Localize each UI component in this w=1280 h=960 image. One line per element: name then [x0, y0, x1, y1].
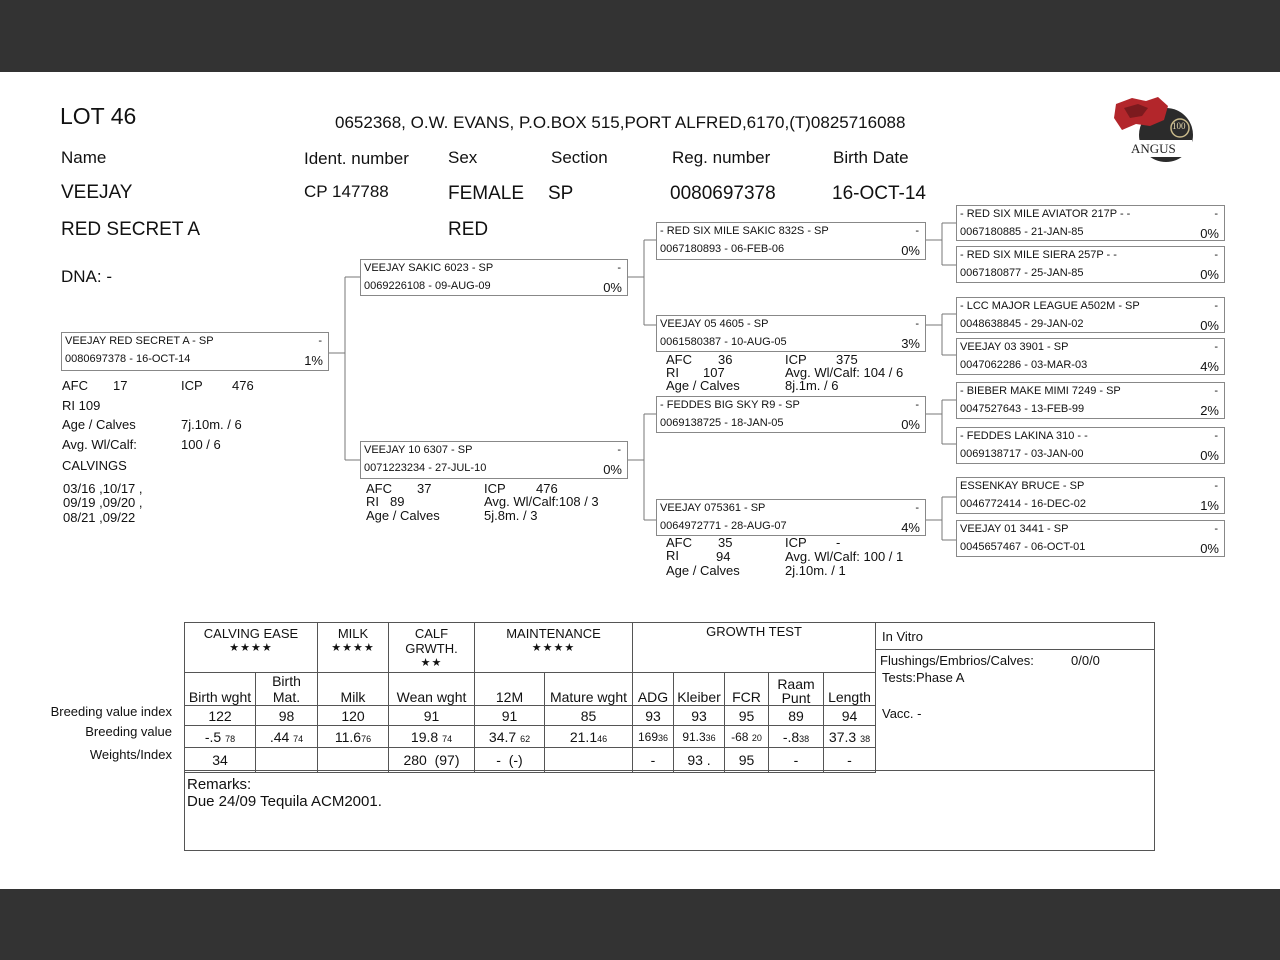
gen4-name: - BIEBER MAKE MIMI 7249 - SP [960, 385, 1121, 397]
bv-accuracy: 74 [442, 733, 453, 744]
animal-name-line1: VEEJAY [61, 182, 133, 203]
bv-value: -.8 [782, 728, 800, 745]
sire-percent: 0% [603, 280, 622, 295]
milk-stars: ★★★★ [331, 642, 375, 654]
gen4-reg: 0045657467 - 06-OCT-01 [960, 541, 1086, 553]
maintenance-stars: ★★★★ [531, 642, 576, 654]
calvings-line1: 03/16 ,10/17 , [63, 481, 143, 496]
dam-dam-age: 2j.10m. / 1 [785, 563, 846, 578]
weight-cell: 280 (97) [389, 748, 475, 773]
reg-label: Reg. number [672, 148, 771, 167]
gen4-name: - FEDDES LAKINA 310 - - [960, 430, 1088, 442]
bv-accuracy: 20 [751, 732, 762, 743]
panel-divider [876, 649, 1154, 650]
logo-text: ANGUS [1131, 141, 1176, 156]
bv-value: 34.7 [488, 728, 517, 745]
bv-cell [633, 726, 674, 748]
sire-sire-name: - RED SIX MILE SAKIC 832S - SP [660, 225, 829, 237]
bv-value: 19.8 [410, 728, 439, 745]
dam-afc-label: AFC [366, 481, 392, 496]
sire-dam-avg: Avg. Wl/Calf: 104 / 6 [785, 365, 904, 380]
dam-sire-box [656, 396, 926, 433]
bv-accuracy: 38 [799, 733, 810, 744]
bv-accuracy: 62 [520, 733, 531, 744]
subject-icp-label: ICP [181, 378, 203, 393]
gen4-dash: - [1214, 430, 1218, 442]
gen4-percent: 0% [1200, 267, 1219, 282]
gen4-reg: 0047527643 - 13-FEB-99 [960, 403, 1085, 415]
weight-cell: - [824, 748, 876, 773]
bv-cell [824, 726, 876, 748]
sire-reg: 0069226108 - 09-AUG-09 [364, 280, 491, 292]
birth-value: 16-OCT-14 [832, 183, 926, 204]
col-header: Wean wght [389, 673, 475, 706]
bv-cell [674, 726, 725, 748]
index-cell: 91 [389, 706, 475, 726]
gen4-dash: - [1214, 249, 1218, 261]
group-maintenance [475, 623, 633, 673]
subject-avg: 100 / 6 [181, 437, 221, 452]
group-milk [318, 623, 389, 673]
sire-dam-icp: 375 [836, 352, 858, 367]
dam-box [360, 441, 628, 479]
weight-cell: 95 [725, 748, 769, 773]
remarks-label: Remarks: [187, 776, 252, 793]
gen4-name: ESSENKAY BRUCE - SP [960, 480, 1085, 492]
dam-avg: Avg. Wl/Calf:108 / 3 [484, 494, 599, 509]
gen4-box [956, 246, 1225, 283]
gen4-percent: 0% [1200, 541, 1219, 556]
col-header: Length [824, 673, 876, 706]
remarks-text: Due 24/09 Tequila ACM2001. [187, 793, 382, 810]
weight-cell [318, 748, 389, 773]
sire-sire-dash: - [915, 225, 919, 237]
gen4-box [956, 382, 1225, 419]
bv-value: -68 [731, 729, 749, 744]
group-maintenance-label: MAINTENANCE [506, 626, 601, 641]
subject-afc: 17 [113, 378, 128, 393]
gen4-reg: 0069138717 - 03-JAN-00 [960, 448, 1084, 460]
sire-dam-name: VEEJAY 05 4605 - SP [660, 318, 769, 330]
group-calf-growth [389, 623, 475, 673]
weight-cell: 93 . [674, 748, 725, 773]
dam-age: 5j.8m. / 3 [484, 508, 538, 523]
animal-name-line2: RED SECRET A [61, 219, 201, 240]
dam-dam-ri: 94 [716, 549, 731, 564]
row-label-index: Breeding value index [50, 704, 172, 719]
birth-label: Birth Date [833, 148, 909, 167]
weight-cell [256, 748, 318, 773]
gen4-reg: 0047062286 - 03-MAR-03 [960, 359, 1088, 371]
subject-pedigree-box [61, 332, 329, 371]
sire-dam-ri-label: RI [666, 365, 679, 380]
gen4-dash: - [1214, 523, 1218, 535]
subject-icp: 476 [232, 378, 254, 393]
sire-dam-age-label: Age / Calves [666, 378, 740, 393]
bv-value: 91.3 [682, 729, 706, 744]
sire-dam-dash: - [915, 318, 919, 330]
index-cell: 98 [256, 706, 318, 726]
dam-ri-label: RI [366, 494, 379, 509]
group-calving-ease-label: CALVING EASE [203, 626, 299, 641]
breeding-value-table [184, 622, 876, 773]
bv-cell [725, 726, 769, 748]
gen4-reg: 0046772414 - 16-DEC-02 [960, 498, 1086, 510]
subject-afc-label: AFC [62, 378, 88, 393]
group-milk-label: MILK [337, 626, 369, 641]
dam-ri: 89 [390, 494, 405, 509]
weight-cell: - [769, 748, 824, 773]
gen4-box [956, 297, 1225, 333]
subject-ri: RI 109 [62, 398, 101, 413]
group-calf-growth-label: CALF GRWTH. [405, 626, 458, 656]
dna-value: DNA: - [61, 267, 112, 286]
ident-value: CP 147788 [304, 182, 389, 201]
bv-accuracy: 36 [705, 732, 716, 743]
index-cell: 85 [545, 706, 633, 726]
tests-label: Tests:Phase A [882, 670, 965, 685]
bv-accuracy: 36 [658, 732, 669, 743]
bv-cell [389, 726, 475, 748]
dam-afc: 37 [417, 481, 432, 496]
flushings-label: Flushings/Embrios/Calves: [880, 653, 1034, 668]
ident-label: Ident. number [304, 149, 409, 168]
dam-icp: 476 [536, 481, 558, 496]
bv-cell [185, 726, 256, 748]
dam-dash: - [617, 444, 621, 456]
gen4-percent: 1% [1200, 498, 1219, 513]
vacc-label: Vacc. - [882, 706, 922, 721]
dam-sire-percent: 0% [901, 417, 920, 432]
index-cell: 122 [185, 706, 256, 726]
bv-cell [318, 726, 389, 748]
dam-dam-afc: 35 [718, 535, 733, 550]
gen4-percent: 2% [1200, 403, 1219, 418]
calvings-line2: 09/19 ,09/20 , [63, 495, 143, 510]
sire-dam-age: 8j.1m. / 6 [785, 378, 839, 393]
calf-growth-stars: ★★ [420, 657, 443, 669]
col-header: Kleiber [674, 673, 725, 706]
sire-dam-afc: 36 [718, 352, 733, 367]
sex-label: Sex [448, 148, 478, 167]
gen4-box [956, 477, 1225, 514]
dam-dam-ri-label: RI [666, 548, 679, 563]
row-label-weights: Weights/Index [89, 747, 172, 762]
sire-dam-icp-label: ICP [785, 352, 807, 367]
dam-dam-avg: Avg. Wl/Calf: 100 / 1 [785, 549, 904, 564]
gen4-percent: 0% [1200, 448, 1219, 463]
flushings-value: 0/0/0 [1071, 653, 1100, 668]
gen4-box [956, 338, 1225, 375]
dam-dam-icp-label: ICP [785, 535, 807, 550]
group-calving-ease [185, 623, 318, 673]
index-cell: 95 [725, 706, 769, 726]
owner-line: 0652368, O.W. EVANS, P.O.BOX 515,PORT ALFRED,6170,(T)0825716088 [335, 113, 906, 132]
sex-value: FEMALE [448, 183, 525, 204]
subject-age-label: Age / Calves [62, 417, 136, 432]
sire-box [360, 259, 628, 296]
gen4-box [956, 205, 1225, 241]
bv-cell [475, 726, 545, 748]
dam-sire-reg: 0069138725 - 18-JAN-05 [660, 417, 784, 429]
bv-value: 37.3 [828, 728, 857, 745]
row-label-bv: Breeding value [85, 724, 172, 739]
gen4-name: - RED SIX MILE AVIATOR 217P - - [960, 208, 1131, 220]
sire-dam-afc-label: AFC [666, 352, 692, 367]
section-value: SP [548, 183, 574, 204]
col-header: Raam Punt [769, 673, 824, 706]
bv-value: 11.6 [334, 728, 362, 745]
sire-dam-reg: 0061580387 - 10-AUG-05 [660, 336, 787, 348]
gen4-dash: - [1214, 341, 1218, 353]
calvings-label: CALVINGS [62, 458, 127, 473]
dam-dam-name: VEEJAY 075361 - SP [660, 502, 766, 514]
dam-dam-box [656, 499, 926, 536]
gen4-reg: 0067180877 - 25-JAN-85 [960, 267, 1084, 279]
name-label: Name [61, 148, 107, 167]
bv-cell [769, 726, 824, 748]
bv-accuracy: 46 [597, 733, 608, 744]
logo-badge: 100 [1172, 121, 1186, 131]
col-header: Mature wght [545, 673, 633, 706]
bv-accuracy: 74 [293, 733, 304, 744]
gen4-name: VEEJAY 01 3441 - SP [960, 523, 1069, 535]
index-cell: 94 [824, 706, 876, 726]
col-header: ADG [633, 673, 674, 706]
dam-dam-percent: 4% [901, 520, 920, 535]
gen4-reg: 0048638845 - 29-JAN-02 [960, 318, 1084, 330]
reg-value: 0080697378 [670, 183, 776, 204]
bv-value: 21.1 [569, 728, 598, 745]
dam-reg: 0071223234 - 27-JUL-10 [364, 462, 487, 474]
dam-dam-icp: - [836, 535, 841, 550]
gen4-percent: 0% [1200, 226, 1219, 241]
group-growth-test [633, 623, 876, 673]
index-cell: 93 [674, 706, 725, 726]
bv-accuracy: 38 [860, 733, 871, 744]
dam-icp-label: ICP [484, 481, 506, 496]
bv-value: .44 [269, 728, 290, 745]
subject-avg-label: Avg. Wl/Calf: [62, 437, 137, 452]
gen4-dash: - [1214, 300, 1218, 312]
dam-sire-name: - FEDDES BIG SKY R9 - SP [660, 399, 800, 411]
dam-sire-dash: - [915, 399, 919, 411]
bv-accuracy: 76 [361, 733, 372, 744]
sire-sire-percent: 0% [901, 243, 920, 258]
gen4-name: - RED SIX MILE SIERA 257P - - [960, 249, 1117, 261]
index-cell: 91 [475, 706, 545, 726]
color-value: RED [448, 219, 489, 240]
subject-age: 7j.10m. / 6 [181, 417, 242, 432]
section-label: Section [551, 148, 608, 167]
sire-dam-ri: 107 [703, 365, 725, 380]
gen4-box [956, 427, 1225, 464]
dam-dam-age-label: Age / Calves [666, 563, 740, 578]
remarks-box [184, 770, 1155, 851]
gen4-reg: 0067180885 - 21-JAN-85 [960, 226, 1084, 238]
calvings-line3: 08/21 ,09/22 [63, 510, 136, 525]
sire-sire-box [656, 222, 926, 260]
subject-box-percent: 1% [304, 353, 323, 368]
dam-dam-afc-label: AFC [666, 535, 692, 550]
dam-name: VEEJAY 10 6307 - SP [364, 444, 473, 456]
index-cell: 89 [769, 706, 824, 726]
col-header: Milk [318, 673, 389, 706]
gen4-dash: - [1214, 208, 1218, 220]
subject-box-name: VEEJAY RED SECRET A - SP [65, 335, 214, 347]
col-header: FCR [725, 673, 769, 706]
subject-box-reg: 0080697378 - 16-OCT-14 [65, 353, 191, 365]
index-cell: 120 [318, 706, 389, 726]
lot-number: LOT 46 [60, 103, 137, 129]
weight-cell: - (-) [475, 748, 545, 773]
gen4-percent: 0% [1200, 318, 1219, 333]
gen4-name: VEEJAY 03 3901 - SP [960, 341, 1069, 353]
weight-cell [545, 748, 633, 773]
group-growth-test-label: GROWTH TEST [706, 624, 802, 639]
in-vitro-label: In Vitro [882, 629, 923, 644]
sire-sire-reg: 0067180893 - 06-FEB-06 [660, 243, 785, 255]
bv-cell [545, 726, 633, 748]
col-header: Birth Mat. [256, 673, 318, 706]
gen4-name: - LCC MAJOR LEAGUE A502M - SP [960, 300, 1140, 312]
sire-dash: - [617, 262, 621, 274]
calving-ease-stars: ★★★★ [229, 642, 273, 654]
col-header: 12M [475, 673, 545, 706]
dam-age-label: Age / Calves [366, 508, 440, 523]
subject-box-dash: - [318, 335, 322, 347]
gen4-dash: - [1214, 480, 1218, 492]
sire-name: VEEJAY SAKIC 6023 - SP [364, 262, 494, 274]
weight-cell: 34 [185, 748, 256, 773]
sire-dam-box [656, 315, 926, 352]
bv-value: 169 [637, 729, 658, 744]
bv-cell [256, 726, 318, 748]
col-header: Birth wght [185, 673, 256, 706]
in-vitro-panel [875, 622, 1155, 771]
bv-accuracy: 78 [225, 733, 236, 744]
index-cell: 93 [633, 706, 674, 726]
gen4-percent: 4% [1200, 359, 1219, 374]
sire-dam-percent: 3% [901, 336, 920, 351]
gen4-dash: - [1214, 385, 1218, 397]
bv-value: -.5 [204, 728, 222, 745]
dam-percent: 0% [603, 462, 622, 477]
weight-cell: - [633, 748, 674, 773]
dam-dam-reg: 0064972771 - 28-AUG-07 [660, 520, 787, 532]
gen4-box [956, 520, 1225, 557]
dam-dam-dash: - [915, 502, 919, 514]
